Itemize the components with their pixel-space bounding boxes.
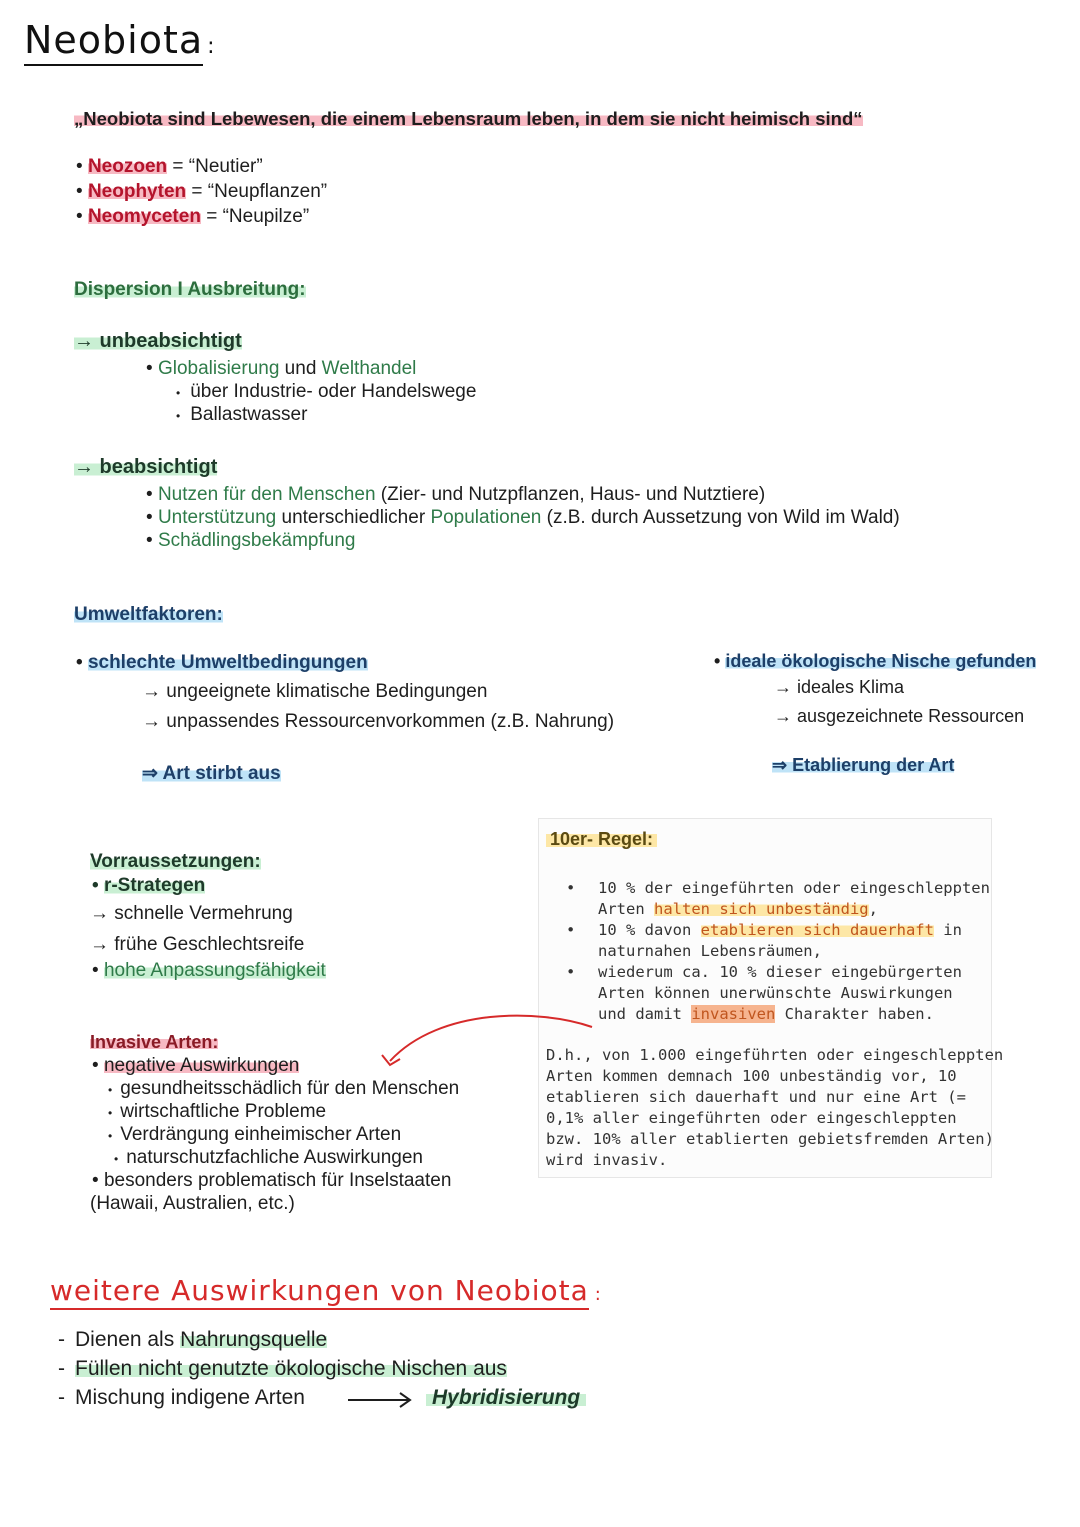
sub-item-ballast-water: • Ballastwasser — [176, 404, 308, 425]
rule-note: D.h., von 1.000 eingeführten oder eingeschleppten Arten kommen demnach 100 unbeständig vor, 10 etablieren sich dauerhaft und nur eine Art (= 0,1% aller eingeführten oder eingeschleppten bzw. 10% aller etablierten gebietsfremden Arten) wird invasiv. — [546, 1046, 1004, 1169]
environment-heading: Umweltfaktoren: — [74, 604, 223, 625]
term-neomyceten: • Neomyceten = “Neupilze” — [76, 206, 310, 227]
rule-text: 10 % der eingeführten oder eingeschleppten Arten halten sich unbeständig, 10 % davon etablieren sich dauerhaft in naturnahen Lebensräumen, wiederum ca. 10 % dieser eingebürgerten Arten können unerwünschte Auswirkungen und damit invasiven Charakter haben. — [598, 879, 990, 1023]
further-item-food: - Dienen als Nahrungsquelle — [58, 1328, 328, 1351]
bad-result: ⇒ Art stirbt aus — [142, 763, 281, 784]
arrow-right-icon — [348, 1390, 414, 1410]
further-heading: weitere Auswirkungen von Neobiota : — [50, 1274, 602, 1307]
good-item-climate: → ideales Klima — [774, 677, 905, 697]
intentional-item-pest-control: • Schädlingsbekämpfung — [146, 530, 356, 551]
term-neozoen: • Neozoen = “Neutier” — [76, 156, 263, 177]
further-item-niches: - Füllen nicht genutzte ökologische Nischen aus — [58, 1357, 507, 1380]
invasive-sub-health: • gesundheitsschädlich für den Menschen — [108, 1078, 460, 1099]
rule-bullet-1: • — [566, 879, 576, 897]
invasive-sub-displacement: • Verdrängung einheimischer Arten — [108, 1124, 402, 1145]
sub-item-trade-routes: • über Industrie- oder Handelswege — [176, 381, 477, 402]
invasive-islands: • besonders problematisch für Inselstaaten — [92, 1170, 452, 1191]
invasive-heading: Invasive Arten: — [90, 1032, 219, 1052]
rule-bullet-3: • — [566, 963, 576, 981]
intentional-item-support: • Unterstützung unterschiedlicher Populationen (z.B. durch Aussetzung von Wild im Wald) — [146, 507, 900, 528]
page-title: Neobiota : — [24, 18, 216, 62]
invasive-islands-examples: (Hawaii, Australien, etc.) — [90, 1193, 295, 1214]
unintentional-label: → unbeabsichtigt — [74, 330, 242, 352]
intentional-item-benefit: • Nutzen für den Menschen (Zier- und Nutzpflanzen, Haus- und Nutztiere) — [146, 484, 766, 505]
term-neophyten: • Neophyten = “Neupflanzen” — [76, 181, 328, 202]
req-item-reproduction: → schnelle Vermehrung — [90, 903, 293, 924]
globalization-item: • Globalisierung und Welthandel — [146, 358, 417, 379]
bad-item-climate: → ungeeignete klimatische Bedingungen — [142, 681, 488, 702]
invasive-sub-conservation: • naturschutzfachliche Auswirkungen — [114, 1147, 423, 1168]
definition: „Neobiota sind Lebewesen, die einem Lebensraum leben, in dem sie nicht heimisch sind“ — [74, 108, 863, 129]
further-item-hybrid: - Mischung indigene Arten — [58, 1386, 305, 1409]
good-conditions-label: • ideale ökologische Nische gefunden — [714, 651, 1037, 671]
req-item-adaptability: • hohe Anpassungsfähigkeit — [92, 960, 326, 981]
good-result: ⇒ Etablierung der Art — [772, 755, 955, 775]
intentional-label: → beabsichtigt — [74, 456, 218, 478]
req-item-maturity: → frühe Geschlechtsreife — [90, 934, 305, 955]
good-item-resources: → ausgezeichnete Ressourcen — [774, 706, 1025, 726]
dispersion-heading: Dispersion I Ausbreitung: — [74, 279, 306, 300]
rule-heading: 10er- Regel: — [546, 829, 657, 850]
curved-arrow-icon — [370, 1005, 610, 1075]
hybridization-label: Hybridisierung — [426, 1386, 586, 1410]
bad-conditions-label: • schlechte Umweltbedingungen — [76, 652, 368, 673]
requirements-heading: Vorraussetzungen: — [90, 851, 261, 872]
r-strategists: • r-Strategen — [92, 875, 206, 896]
rule-bullet-2: • — [566, 921, 576, 939]
invasive-negative: • negative Auswirkungen — [92, 1055, 300, 1076]
bad-item-resources: → unpassendes Ressourcenvorkommen (z.B. Nahrung) — [142, 711, 615, 732]
invasive-sub-economy: • wirtschaftliche Probleme — [108, 1101, 327, 1122]
